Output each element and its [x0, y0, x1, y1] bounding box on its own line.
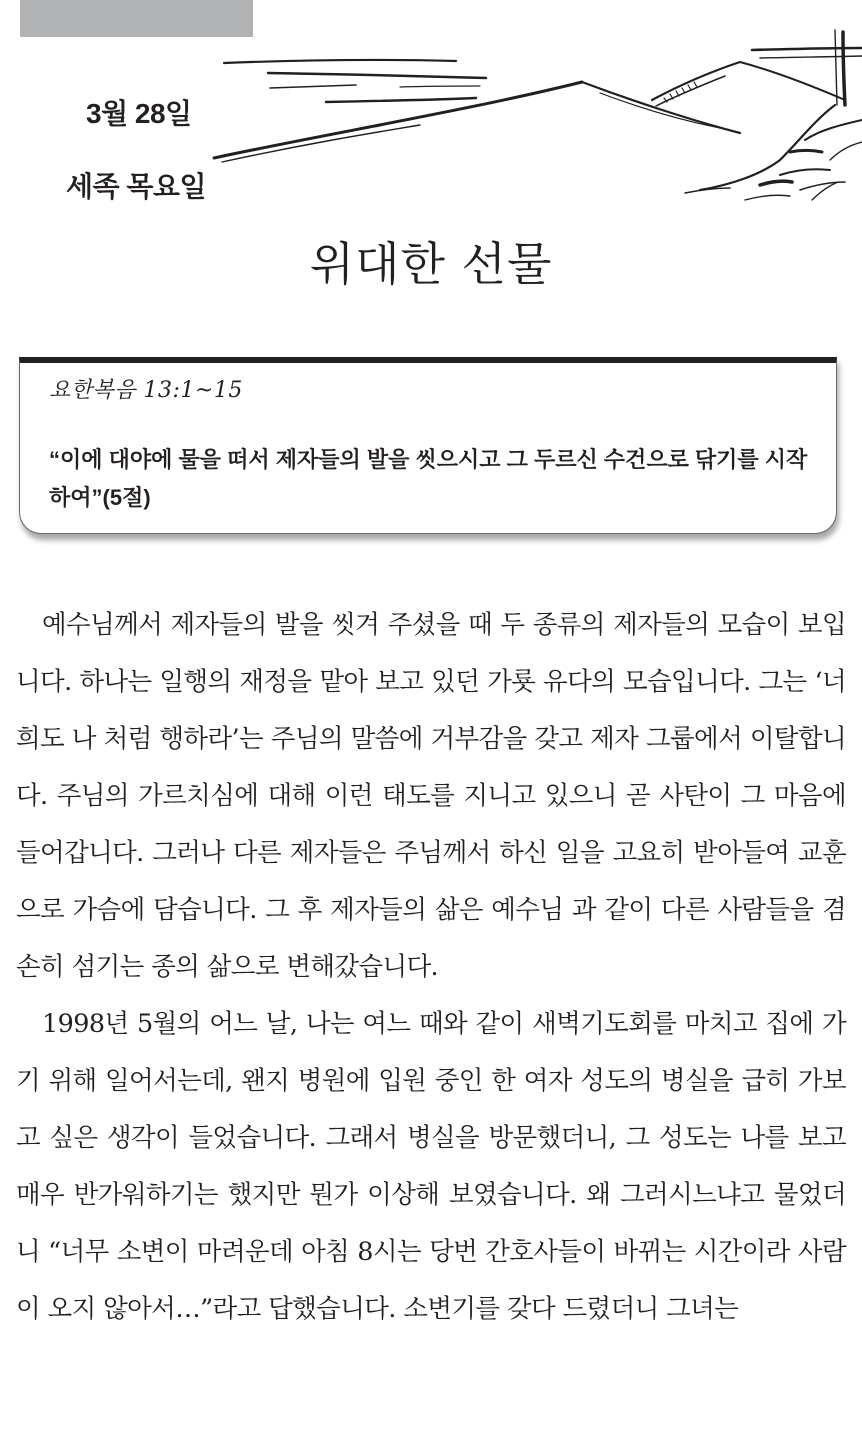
body-paragraph: 1998년 5월의 어느 날, 나는 여느 때와 같이 새벽기도회를 마치고 집에 가기 위해 일어서는데, 왠지 병원에 입원 중인 한 여자 성도의 병실을 급히 가보고 싶은 생각이 들었습니다. 그래서 병실을 방문했더니, 그 성도는 나를 보고 매우 반가워하기는 했지만 뭔가 이상해 보였습니다. 왜 그러시느냐고 물었더니 “너무 소변이 마려운데 아침 8시는 당번 간호사들이 바뀌는 시간이라 사람이 오지 않아서…”라고 답했습니다. 소변기를 갖다 드렸더니 그녀는: [16, 1009, 846, 1324]
scripture-quote: “이에 대야에 물을 떠서 제자들의 발을 씻으시고 그 두르신 수건으로 닦기를 시작하여”(5절): [49, 447, 808, 510]
devotional-date: 3월 28일: [86, 98, 192, 129]
body-paragraph: 예수님께서 제자들의 발을 씻겨 주셨을 때 두 종류의 제자들의 모습이 보입니다. 하나는 일행의 재정을 맡아 보고 있던 가룟 유다의 모습입니다. 그는 ‘너희도 나 처럼 행하라’는 주님의 말씀에 거부감을 갖고 제자 그룹에서 이탈합니다. 주님의 가르치심에 대해 이런 태도를 지니고 있으니 곧 사탄이 그 마음에 들어갑니다. 그러나 다른 제자들은 주님께서 하신 일을 고요히 받아들여 교훈으로 가슴에 담습니다. 그 후 제자들의 삶은 예수님 과 같이 다른 사람들을 겸손히 섬기는 종의 삶으로 변해갔습니다.: [16, 610, 846, 982]
devotional-body: [16, 597, 846, 1338]
page-title: 위대한 선물: [309, 237, 553, 291]
devotional-day-name: 세족 목요일: [66, 171, 207, 202]
scripture-box: [19, 357, 837, 534]
scripture-reference: 요한복음 13:1~15: [49, 378, 243, 403]
